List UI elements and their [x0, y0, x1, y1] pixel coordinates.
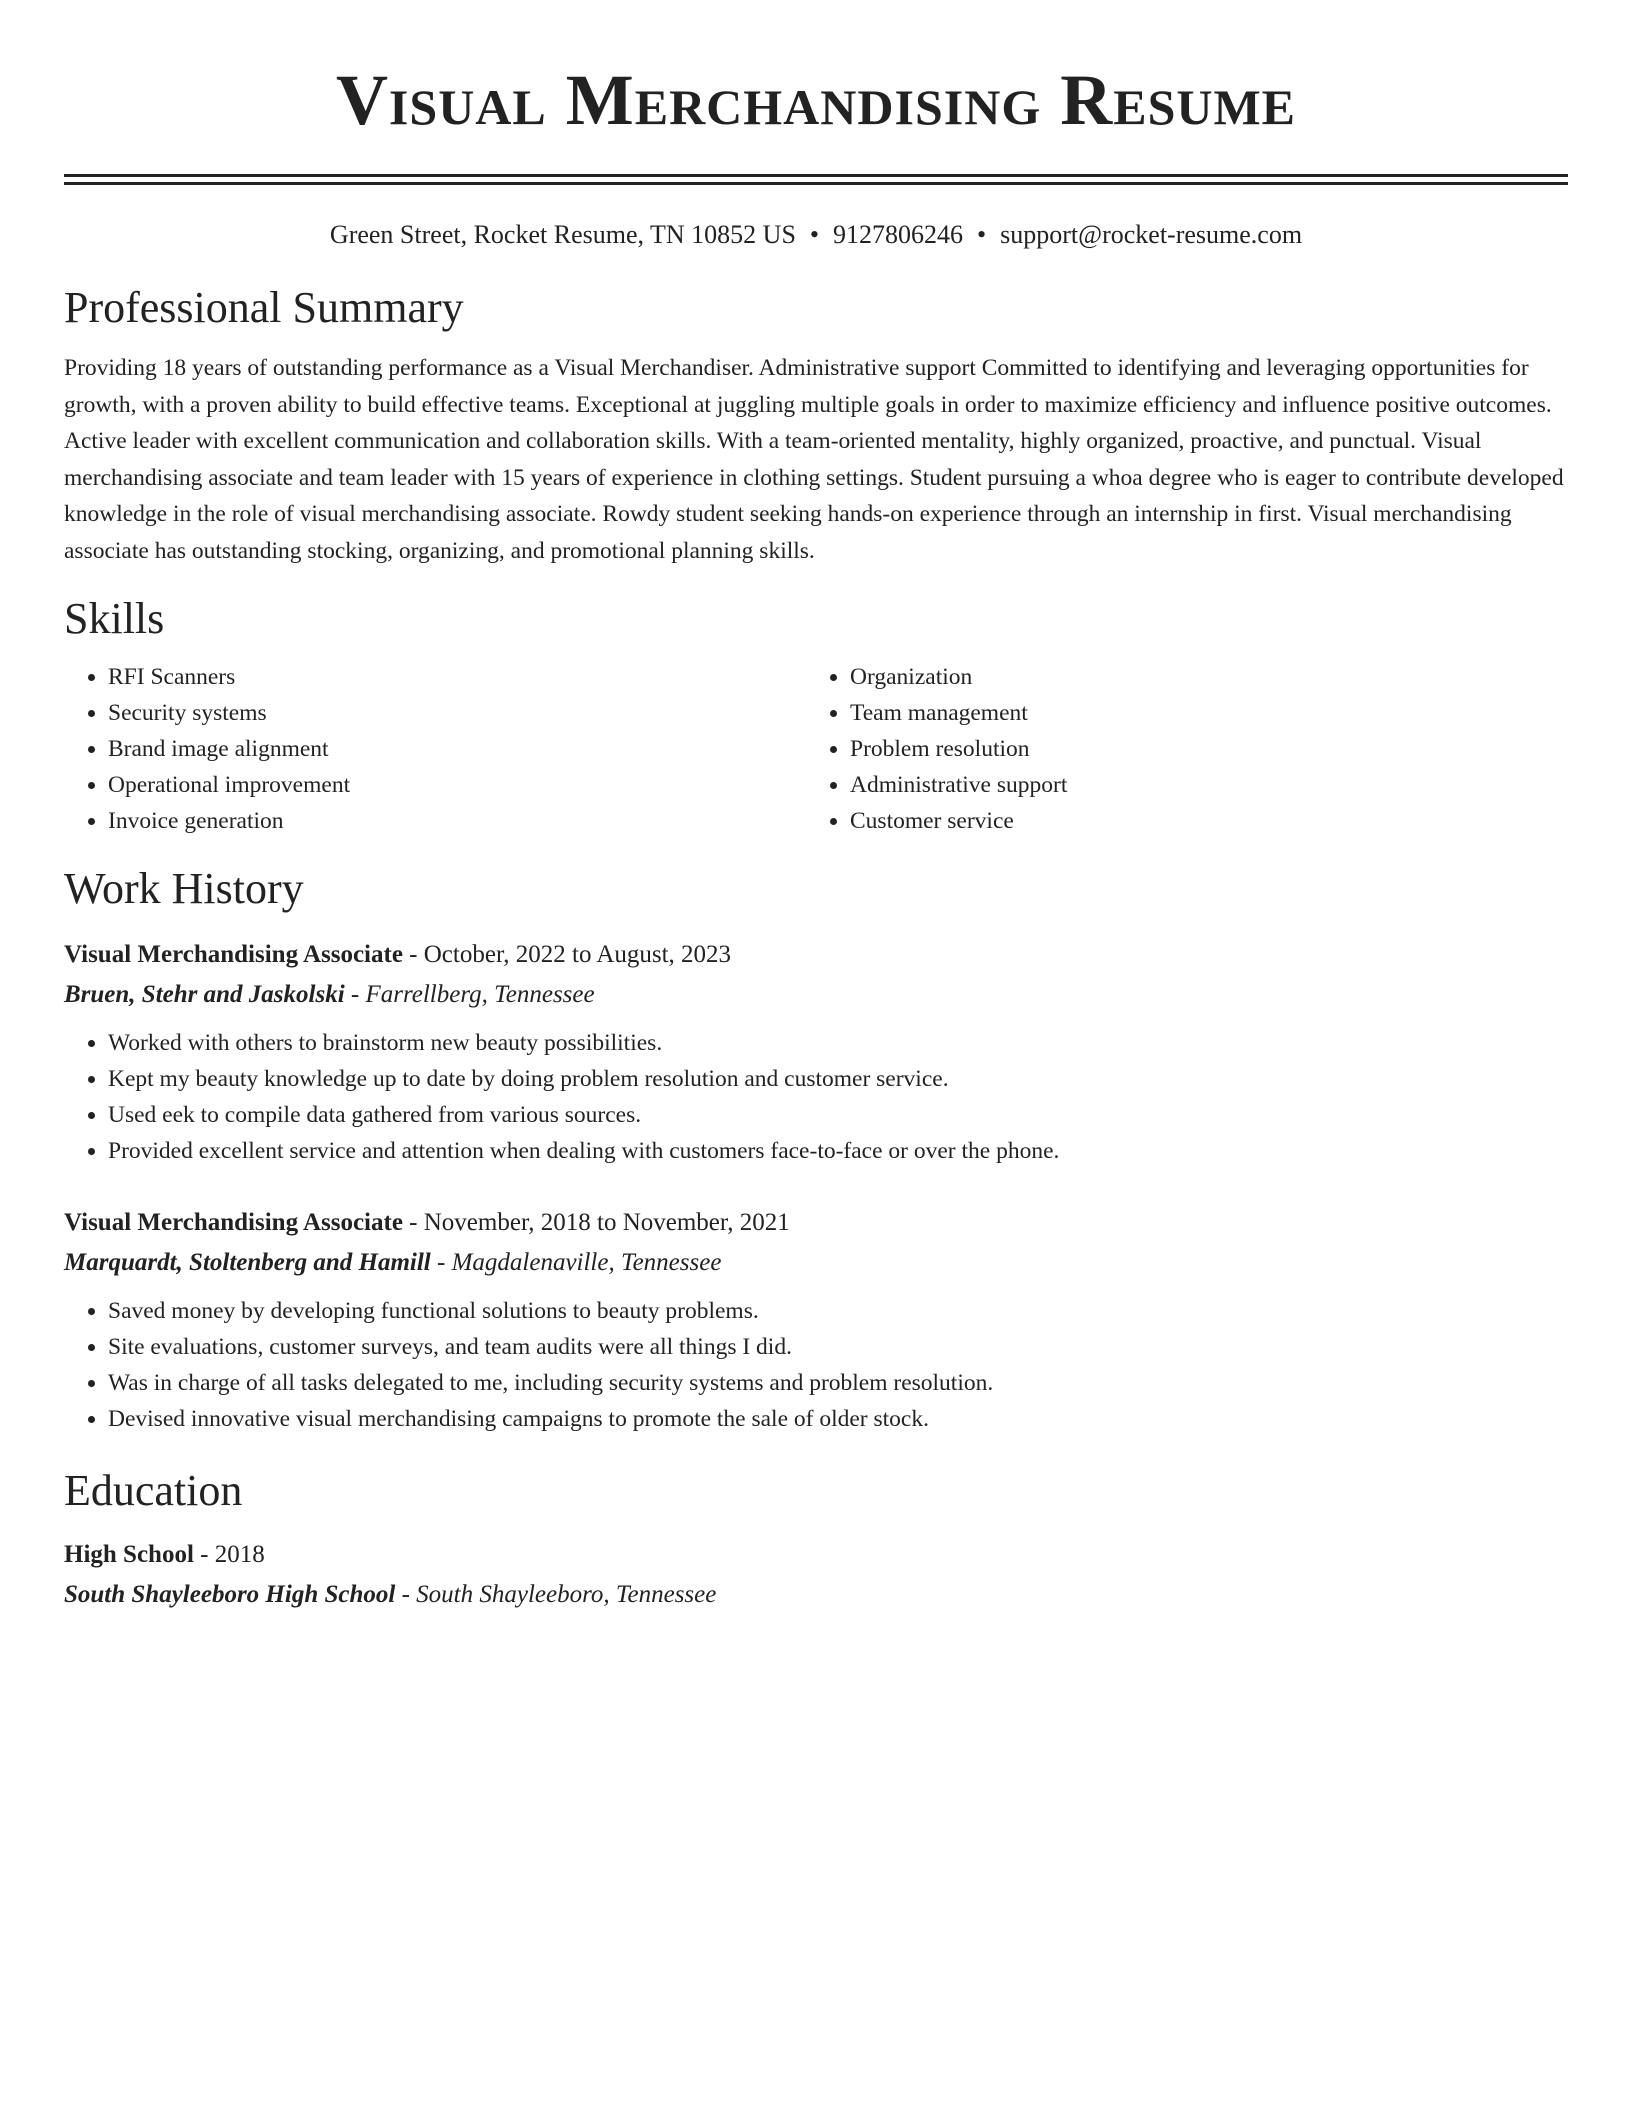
contact-separator: • [977, 220, 987, 249]
job-company-line: Bruen, Stehr and Jaskolski - Farrellberg, Tennessee [64, 981, 595, 1008]
title-double-rule [64, 174, 1568, 185]
section-heading-work-history: Work History [64, 864, 304, 913]
contact-phone: 9127806246 [833, 220, 964, 249]
contact-email: support@rocket-resume.com [1000, 220, 1303, 249]
job-bullet: • Was in charge of all tasks delegated to me, including security systems and problem resolution. [108, 1365, 1568, 1401]
resume-title: Visual Merchandising Resume [335, 60, 1297, 140]
education-location: South Shayleeboro, Tennessee [416, 1581, 717, 1608]
skill-item: • Customer service [850, 803, 1548, 839]
skill-item: • RFI Scanners [108, 659, 806, 695]
job-location: Magdalenaville, Tennessee [451, 1249, 722, 1276]
section-heading-education: Education [64, 1466, 243, 1515]
skill-item: • Operational improvement [108, 767, 806, 803]
contact-separator: • [809, 220, 820, 249]
education-year: 2018 [214, 1541, 265, 1568]
section-heading-summary: Professional Summary [64, 283, 464, 332]
professional-summary-section [64, 282, 1568, 569]
section-heading-skills: Skills [64, 594, 165, 643]
skill-item: • Brand image alignment [108, 731, 806, 767]
skill-item: • Administrative support [850, 767, 1548, 803]
education-school: South Shayleeboro High School [64, 1581, 396, 1608]
job-bullet: • Provided excellent service and attention when dealing with customers face-to-face or over the phone. [108, 1133, 1568, 1169]
education-school-line: South Shayleeboro High School - South Shayleeboro, Tennessee [64, 1581, 717, 1608]
skills-columns [64, 659, 1568, 839]
skill-item: • Security systems [108, 695, 806, 731]
job-bullets [64, 1293, 1568, 1437]
education-degree: High School [64, 1541, 194, 1568]
work-history-section [64, 863, 1568, 1437]
job-bullet: • Devised innovative visual merchandising campaigns to promote the sale of older stock. [108, 1401, 1568, 1437]
education-entry [64, 1537, 1568, 1613]
job-bullet: • Saved money by developing functional solutions to beauty problems. [108, 1293, 1568, 1329]
job-title: Visual Merchandising Associate [64, 1209, 403, 1236]
job-bullet: • Kept my beauty knowledge up to date by doing problem resolution and customer service. [108, 1061, 1568, 1097]
job-bullet: • Site evaluations, customer surveys, and team audits were all things I did. [108, 1329, 1568, 1365]
skills-section [64, 593, 1568, 839]
job-bullet: • Worked with others to brainstorm new beauty possibilities. [108, 1025, 1568, 1061]
job-location: Farrellberg, Tennessee [365, 981, 595, 1008]
job-entry [64, 937, 1568, 1169]
contact-address: Green Street, Rocket Resume, TN 10852 US [329, 220, 796, 249]
job-entry [64, 1205, 1568, 1437]
skills-list-right [806, 659, 1548, 839]
job-company: Bruen, Stehr and Jaskolski [64, 981, 345, 1008]
job-company: Marquardt, Stoltenberg and Hamill [64, 1249, 431, 1276]
job-title-line: Visual Merchandising Associate - October, 2022 to August, 2023 [64, 941, 732, 968]
skill-item: • Team management [850, 695, 1548, 731]
education-section [64, 1465, 1568, 1613]
skills-list-left [64, 659, 806, 839]
job-company-line: Marquardt, Stoltenberg and Hamill - Magdalenaville, Tennessee [64, 1249, 722, 1276]
summary-text: Providing 18 years of outstanding performance as a Visual Merchandiser. Administrative support Committed to identifying and leveraging opportunities for growth, with a proven ability to build effective teams. Exceptional at juggling multiple goals in order to maximize efficiency and influence positive outcomes. Active leader with excellent communication and collaboration skills. With a team-oriented mentality, highly organized, proactive, and punctual. Visual merchandising associate and team leader with 15 years of experience in clothing settings. Student pursuing a whoa degree who is eager to contribute developed knowledge in the role of visual merchandising associate. Rowdy student seeking hands-on experience through an internship in first. Visual merchandising associate has outstanding stocking, organizing, and promotional planning skills. [64, 355, 1564, 564]
job-title-line: Visual Merchandising Associate - November, 2018 to November, 2021 [64, 1209, 790, 1236]
skill-item: • Invoice generation [108, 803, 806, 839]
skill-item: • Problem resolution [850, 731, 1548, 767]
job-title: Visual Merchandising Associate [64, 941, 403, 968]
job-bullets [64, 1025, 1568, 1169]
job-dates: November, 2018 to November, 2021 [423, 1209, 790, 1236]
contact-line [64, 218, 1568, 252]
skill-item: • Organization [850, 659, 1548, 695]
job-dates: October, 2022 to August, 2023 [423, 941, 732, 968]
education-degree-line: High School - 2018 [64, 1541, 265, 1568]
job-bullet: • Used eek to compile data gathered from various sources. [108, 1097, 1568, 1133]
